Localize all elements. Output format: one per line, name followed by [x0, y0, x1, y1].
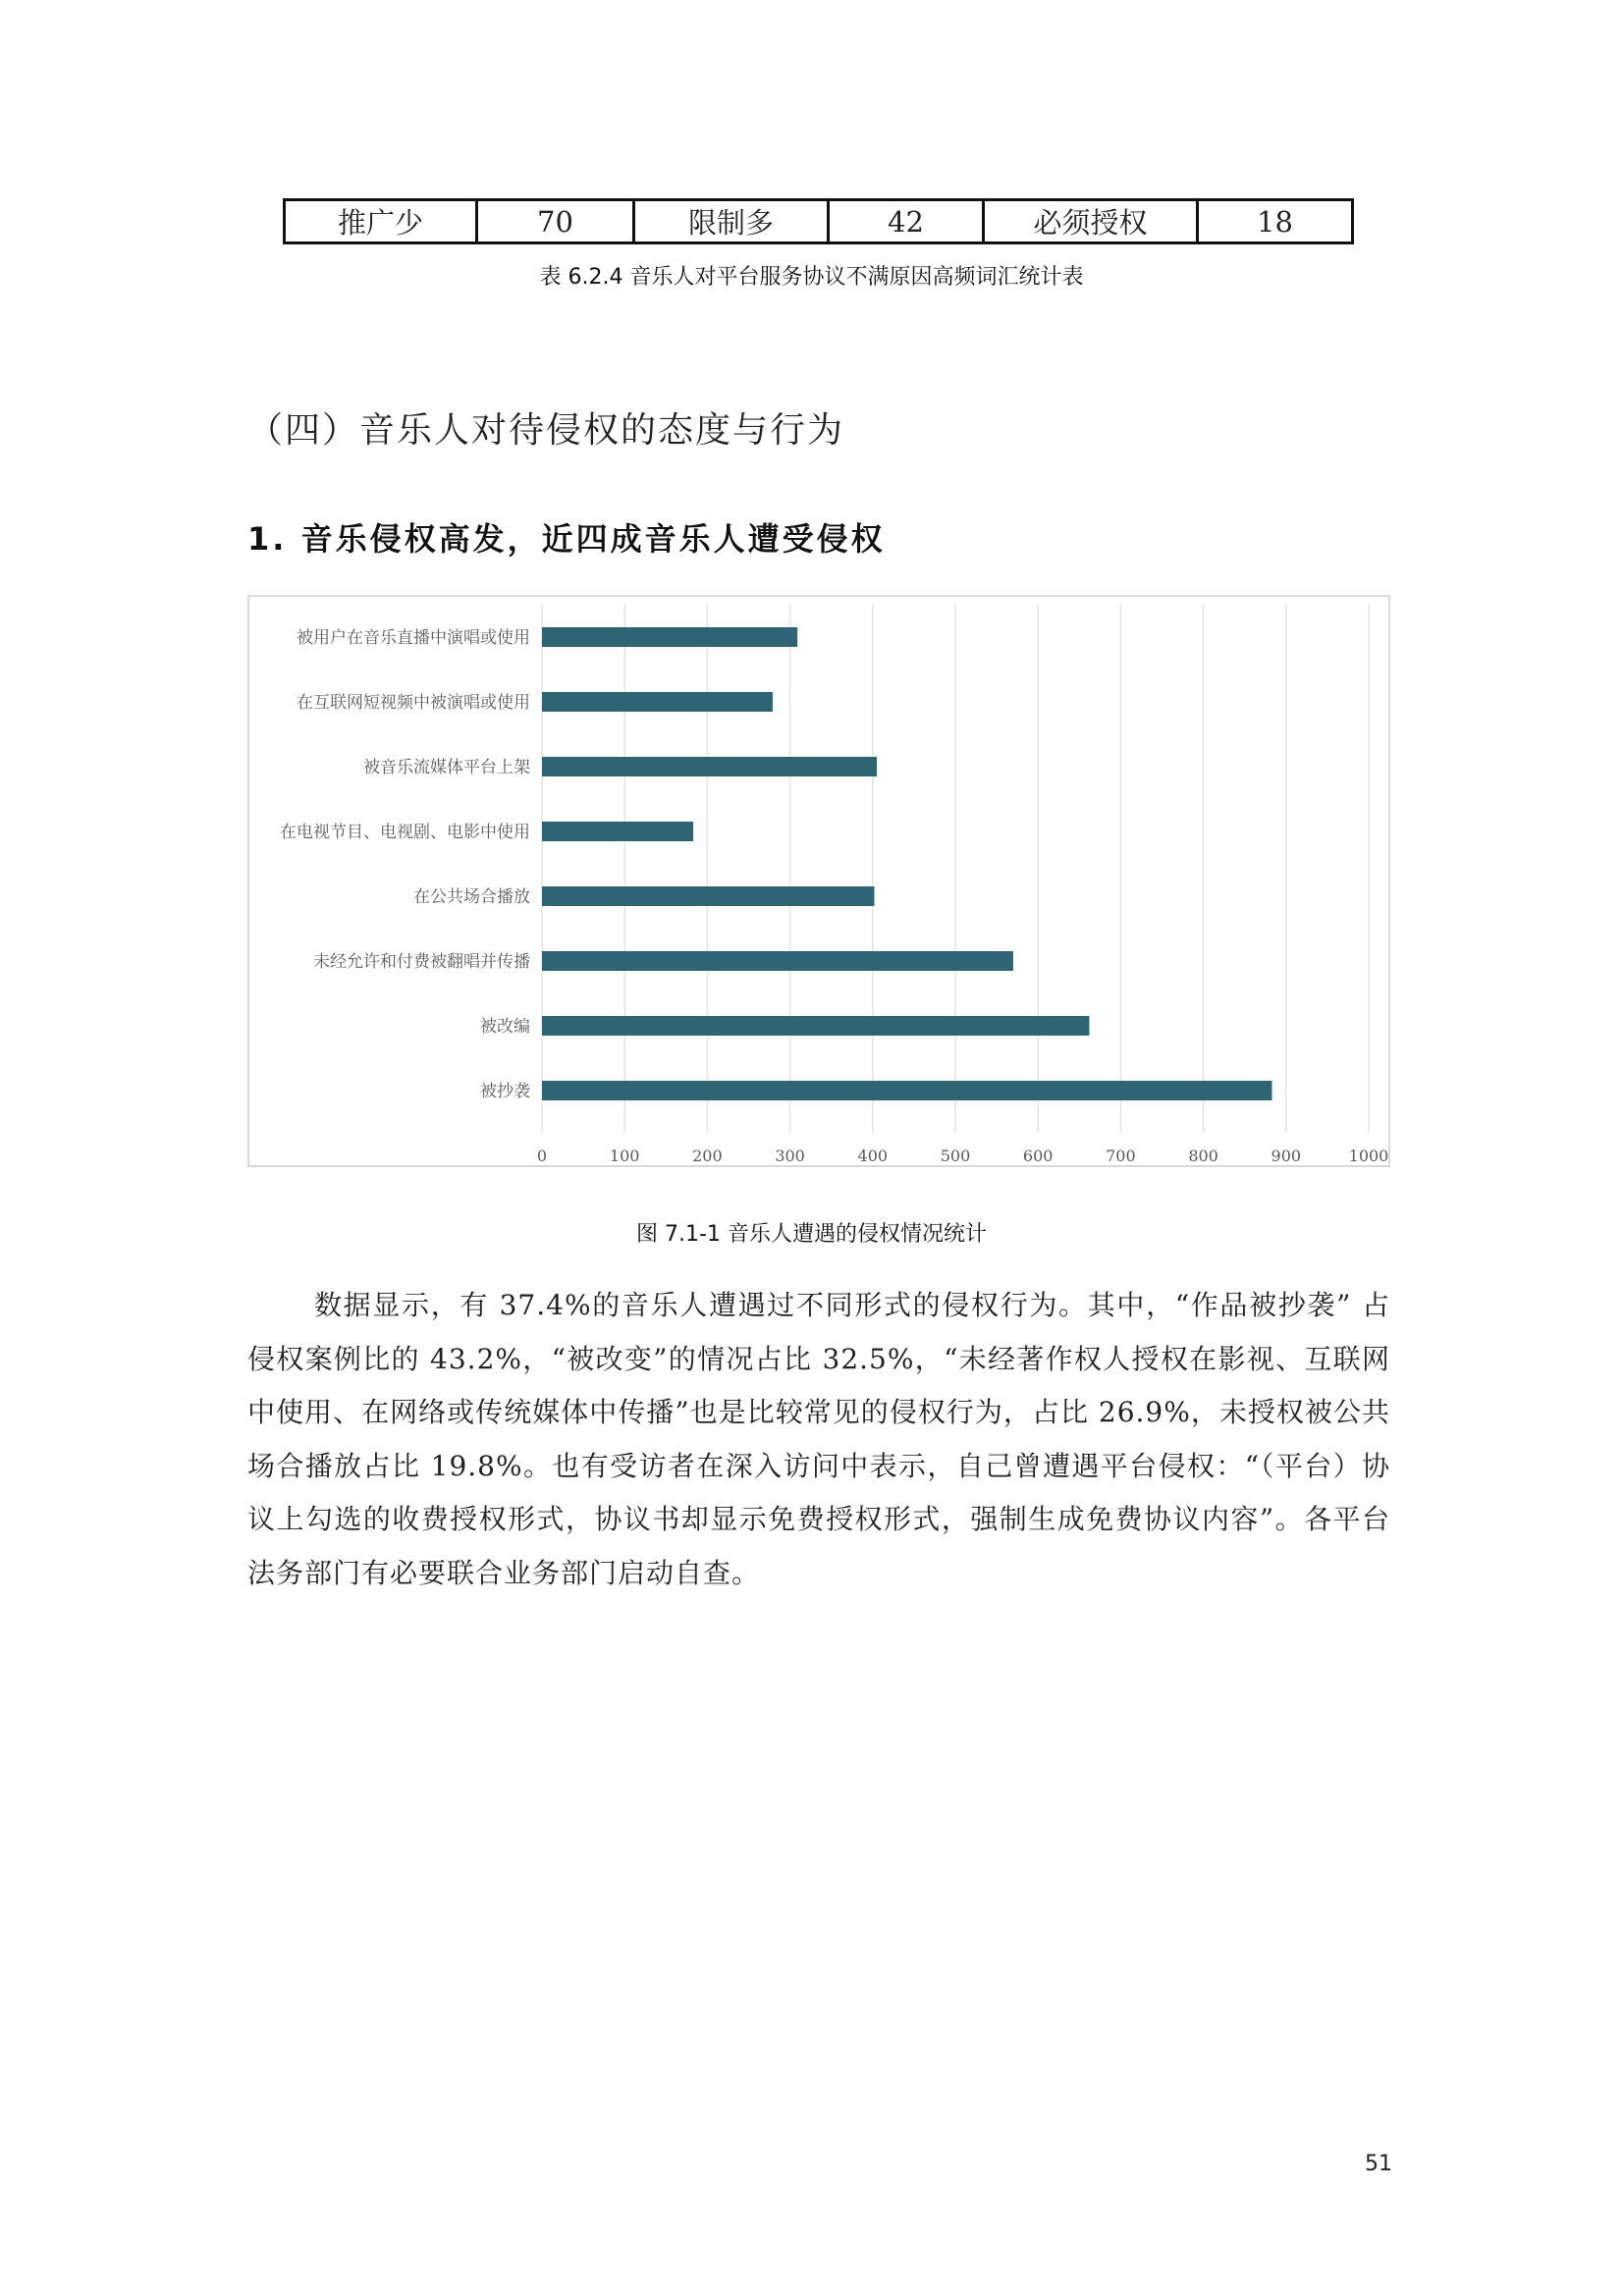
- x-tick-label: 800: [1188, 1147, 1218, 1165]
- y-category-label: 未经允许和付费被翻唱并传播: [313, 952, 530, 972]
- table-caption: 表 6.2.4 音乐人对平台服务协议不满原因高频词汇统计表: [539, 265, 1084, 290]
- x-tick-label: 200: [692, 1147, 723, 1165]
- chart-canvas: [249, 597, 1388, 1165]
- section-title: （四）音乐人对待侵权的态度与行为: [247, 410, 845, 451]
- x-tick-label: 600: [1022, 1147, 1054, 1165]
- body-paragraph: 数据显示，有 37.4%的音乐人遭遇过不同形式的侵权行为。其中，“作品被抄袭” 占侵权案例比的 43.2%，“被改变”的情况占比 32.5%，“未经著作权人授权在影视、互联网中使用、在网络或传统媒体中传播”也是比较常见的侵权行为，占比 26.9%，未授权被公共场合播放占比 19.8%。也有受访者在深入访问中表示，自己曾遭遇平台侵权：“（平台）协议上勾选的收费授权形式，协议书却显示免费授权形式，强制生成免费协议内容”。各平台法务部门有必要联合业务部门启动自查。: [247, 1289, 1390, 1589]
- page-number: 51: [1365, 2152, 1392, 2176]
- table-cell: 42: [829, 200, 984, 243]
- table-cell: 70: [477, 200, 634, 243]
- table-row: [285, 200, 1353, 243]
- bar: [542, 886, 874, 906]
- x-tick-label: 400: [857, 1147, 889, 1165]
- bar: [542, 822, 693, 841]
- y-category-label: 被音乐流媒体平台上架: [363, 758, 530, 777]
- infringement-bar-chart: [247, 595, 1390, 1167]
- x-tick-label: 0: [536, 1147, 548, 1165]
- bar: [542, 692, 773, 712]
- y-category-label: 被改编: [480, 1017, 530, 1037]
- bar: [542, 627, 797, 647]
- y-category-label: 被用户在音乐直播中演唱或使用: [297, 628, 530, 648]
- bar: [542, 1081, 1271, 1100]
- bar: [542, 951, 1013, 971]
- x-tick-label: 700: [1106, 1147, 1136, 1165]
- bar: [542, 1016, 1089, 1036]
- subsection-title: 1. 音乐侵权高发，近四成音乐人遭受侵权: [247, 520, 886, 558]
- keyword-frequency-table: [283, 198, 1354, 244]
- table-cell: 必须授权: [984, 200, 1198, 243]
- y-category-label: 被抄袭: [480, 1082, 530, 1101]
- figure-caption: 图 7.1-1 音乐人遭遇的侵权情况统计: [636, 1222, 987, 1247]
- x-tick-label: 1000: [1348, 1147, 1388, 1165]
- x-tick-label: 300: [775, 1147, 805, 1165]
- table-cell: 18: [1198, 200, 1353, 243]
- x-tick-label: 100: [609, 1147, 640, 1165]
- table-cell: 推广少: [285, 200, 477, 243]
- x-tick-label: 500: [940, 1147, 971, 1165]
- bar: [542, 757, 877, 776]
- y-category-label: 在互联网短视频中被演唱或使用: [297, 693, 530, 713]
- y-category-label: 在公共场合播放: [413, 887, 530, 907]
- x-tick-label: 900: [1271, 1147, 1302, 1165]
- table-cell: 限制多: [634, 200, 829, 243]
- y-category-label: 在电视节目、电视剧、电影中使用: [280, 823, 530, 842]
